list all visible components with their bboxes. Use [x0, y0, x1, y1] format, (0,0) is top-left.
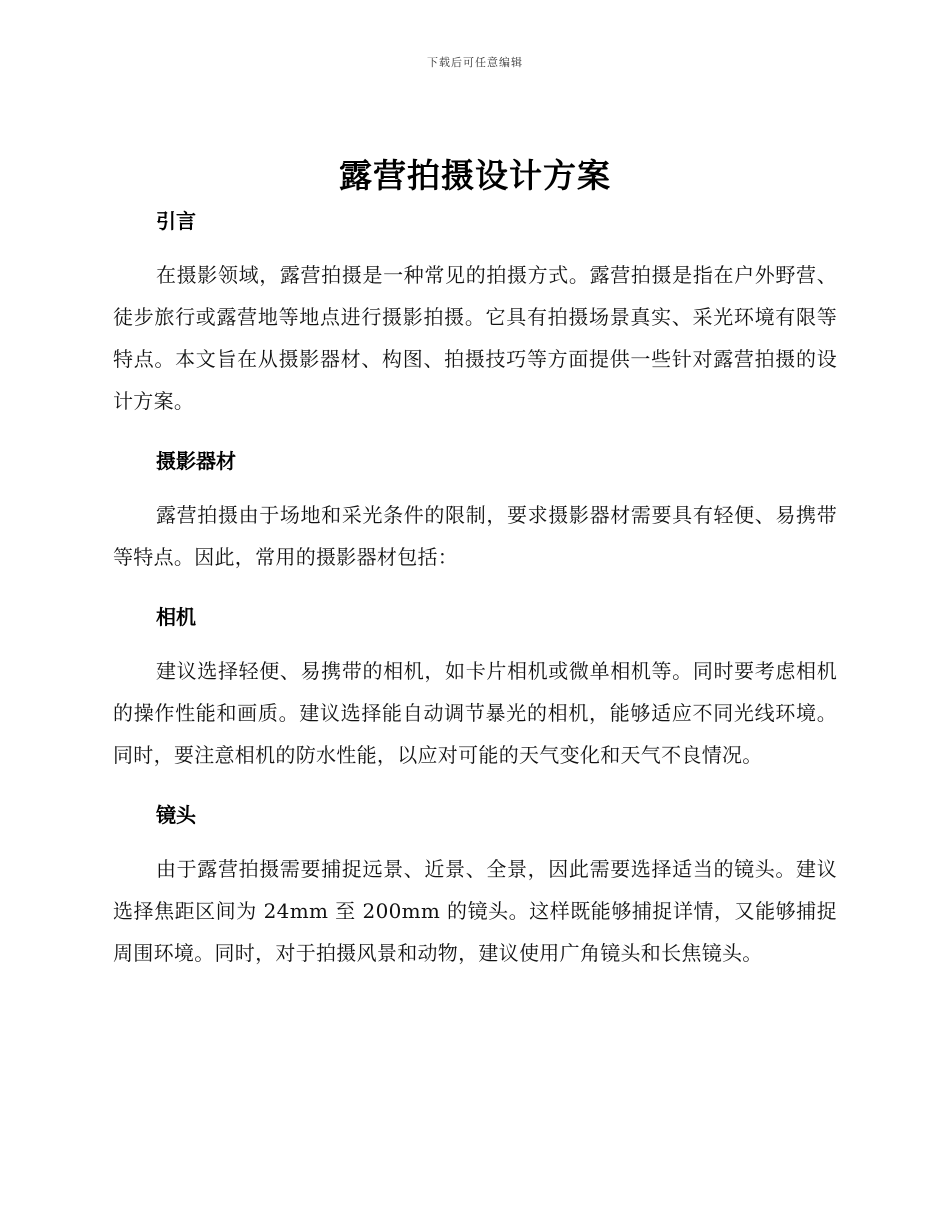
page-header-note: 下载后可任意编辑 — [427, 56, 523, 69]
section-heading-intro: 引言 — [156, 209, 196, 233]
section-paragraph-equipment: 露营拍摄由于场地和采光条件的限制，要求摄影器材需要具有轻便、易携带等特点。因此，常用的摄影器材包括： — [113, 503, 837, 569]
section-heading-camera: 相机 — [156, 605, 196, 629]
section-paragraph-lens: 由于露营拍摄需要捕捉远景、近景、全景，因此需要选择适当的镜头。建议选择焦距区间为 24mm 至 200mm 的镜头。这样既能够捕捉详情，又能够捕捉周围环境。同时，对于拍摄风景和动物，建议使用广角镜头和长焦镜头。 — [113, 857, 837, 965]
section-heading-lens: 镜头 — [156, 803, 196, 827]
document-title: 露营拍摄设计方案 — [339, 156, 611, 195]
document-body — [113, 200, 837, 974]
section-heading-equipment: 摄影器材 — [156, 449, 236, 473]
section-paragraph-camera: 建议选择轻便、易携带的相机，如卡片相机或微单相机等。同时要考虑相机的操作性能和画质。建议选择能自动调节暴光的相机，能够适应不同光线环境。同时，要注意相机的防水性能，以应对可能的天气变化和天气不良情况。 — [113, 659, 837, 767]
section-paragraph-intro: 在摄影领域，露营拍摄是一种常见的拍摄方式。露营拍摄是指在户外野营、徒步旅行或露营地等地点进行摄影拍摄。它具有拍摄场景真实、采光环境有限等特点。本文旨在从摄影器材、构图、拍摄技巧等方面提供一些针对露营拍摄的设计方案。 — [113, 263, 837, 413]
